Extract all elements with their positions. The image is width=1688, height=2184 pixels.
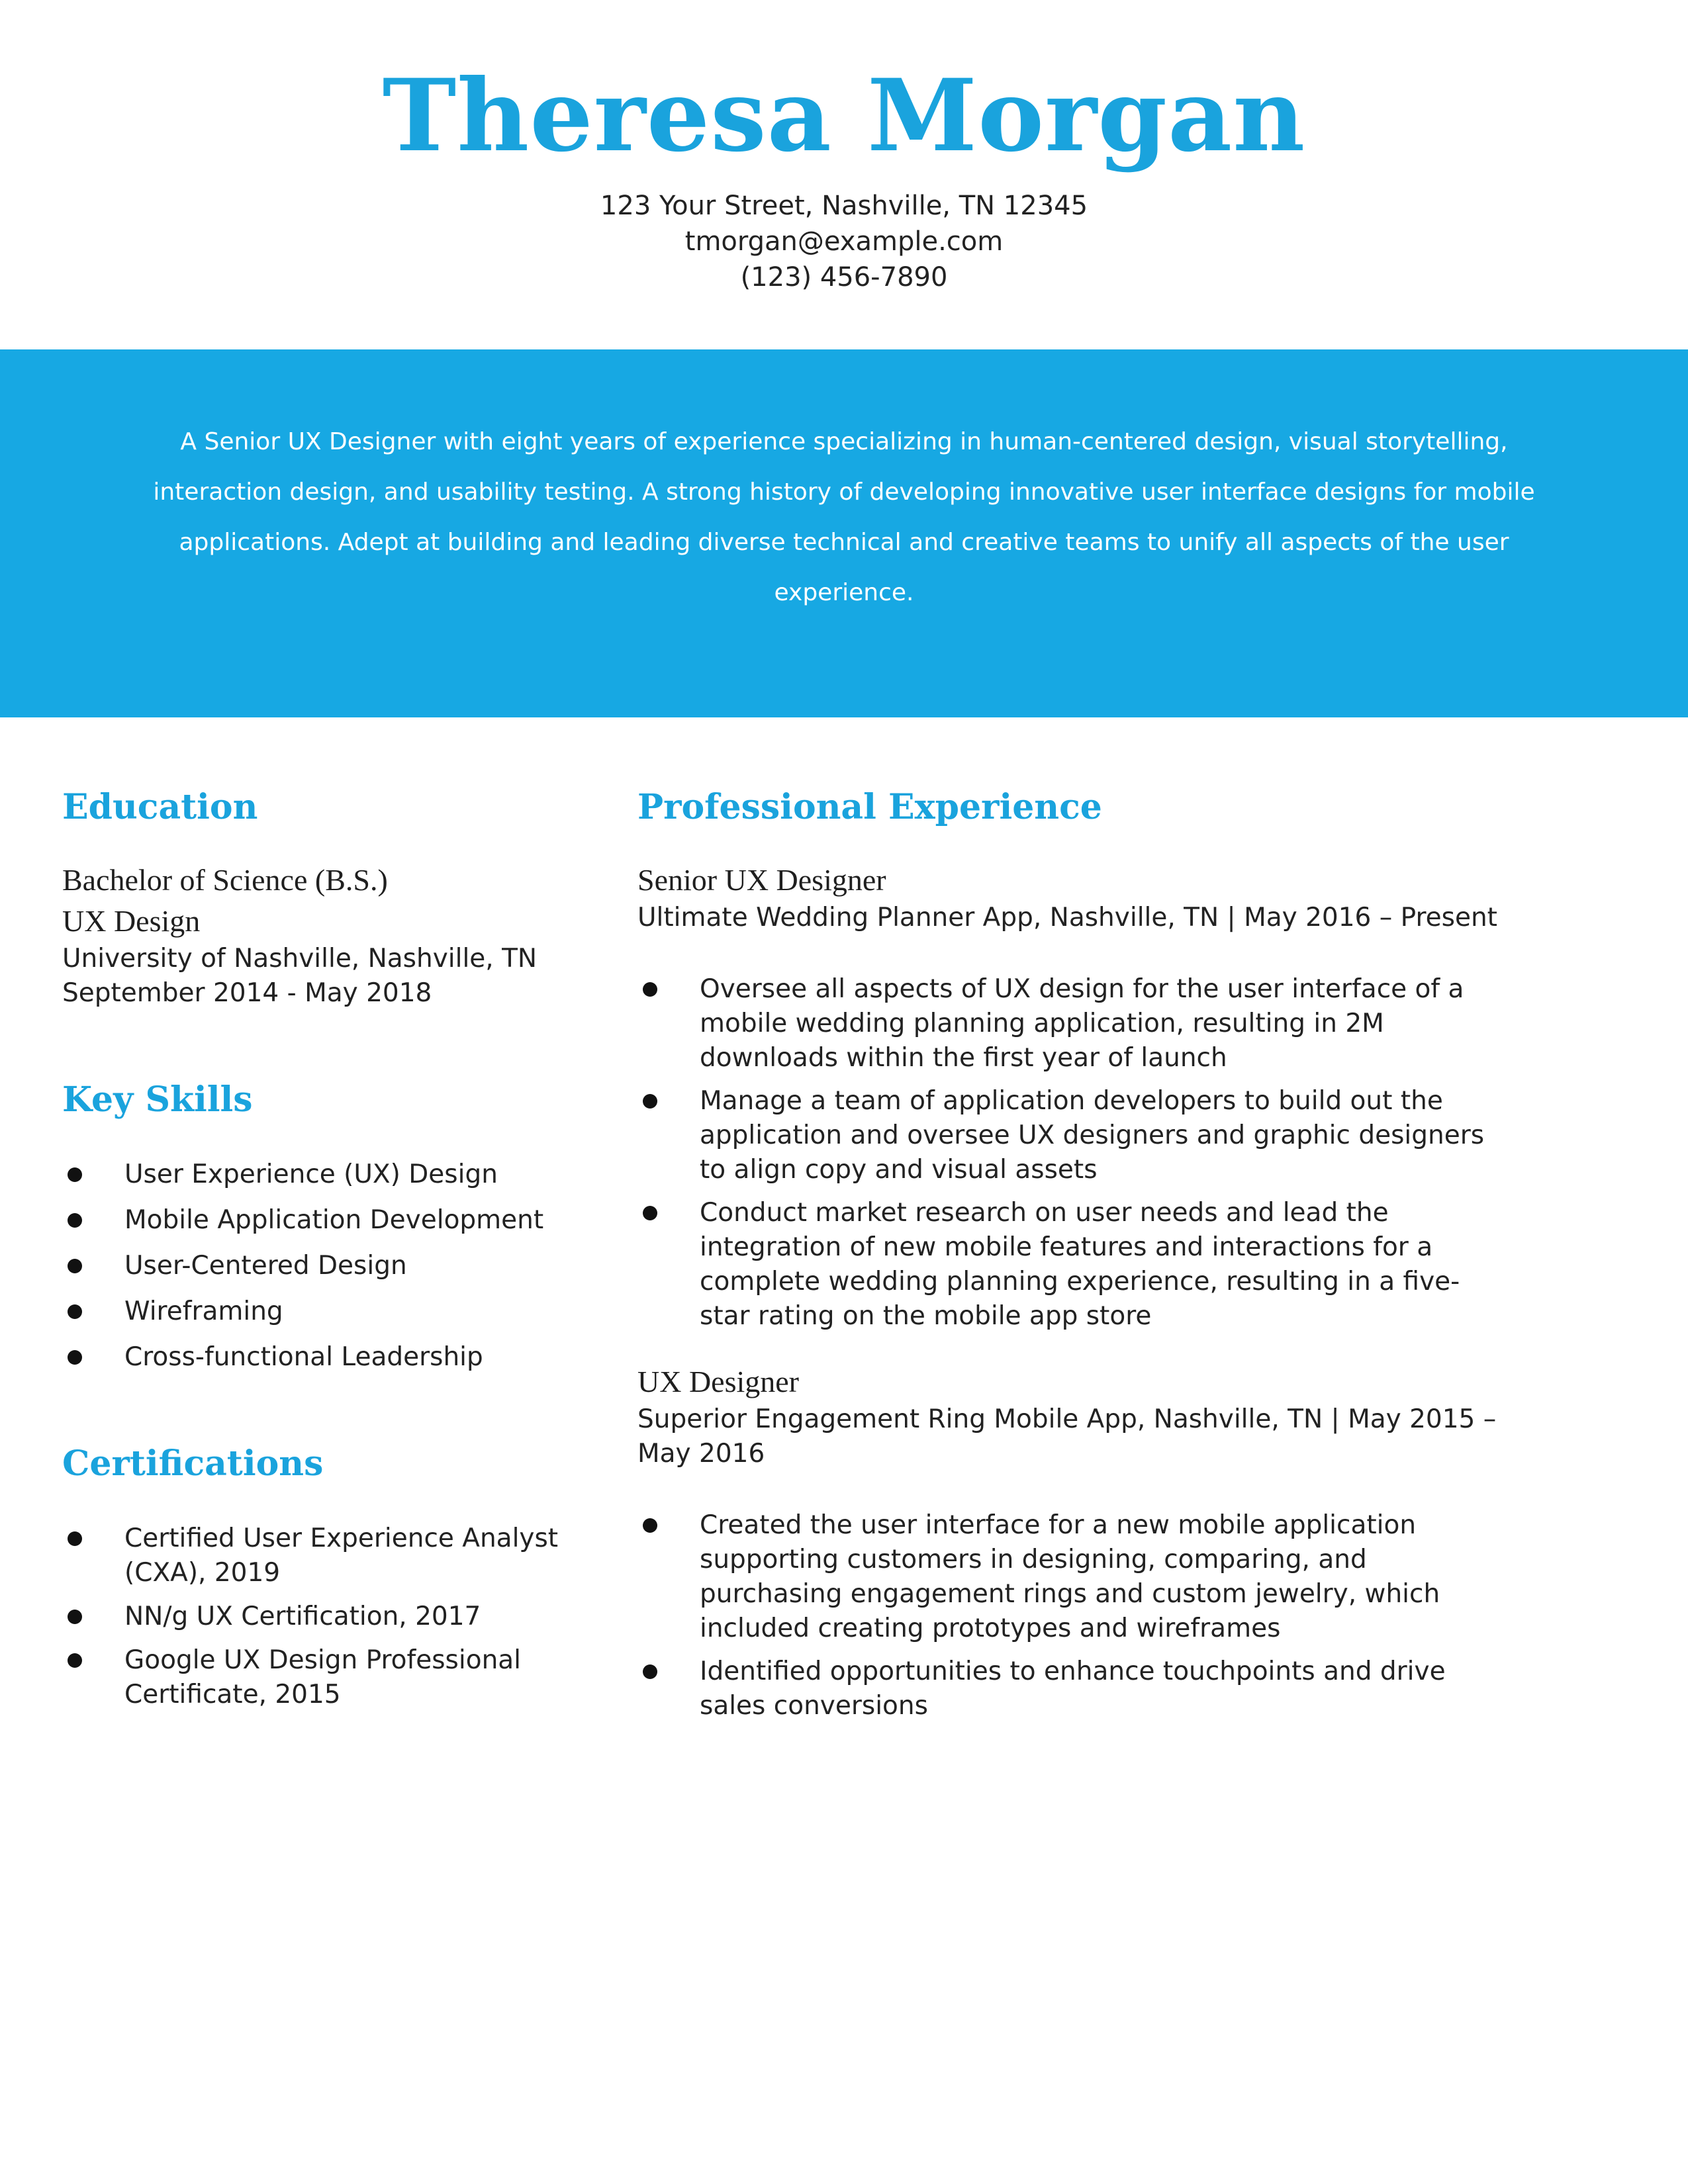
job-entry bbox=[637, 860, 1498, 1334]
list-item: User Experience (UX) Design bbox=[62, 1158, 565, 1192]
job-title: UX Designer bbox=[637, 1365, 799, 1398]
certifications-title: Certifications bbox=[62, 1443, 324, 1484]
certifications-section bbox=[62, 1441, 565, 1712]
bullet-icon bbox=[643, 1206, 657, 1220]
list-item: Google UX Design Professional Certificate, 2015 bbox=[62, 1643, 565, 1712]
bullet-icon bbox=[643, 1518, 657, 1533]
candidate-name: Theresa Morgan bbox=[382, 58, 1306, 174]
list-item: NN/g UX Certification, 2017 bbox=[62, 1600, 565, 1634]
job-bullets bbox=[637, 1508, 1498, 1723]
edu-dates: September 2014 - May 2018 bbox=[62, 978, 432, 1008]
bullet-icon bbox=[68, 1259, 82, 1273]
list-item: Created the user interface for a new mobile application supporting customers in designing, comparing, and purchasing engagement rings and custom jewelry, which included creating prototypes and wireframes bbox=[637, 1508, 1498, 1646]
list-item: User-Centered Design bbox=[62, 1249, 565, 1283]
education-title: Education bbox=[62, 787, 258, 827]
email: tmorgan@example.com bbox=[684, 226, 1004, 257]
list-item: Cross-functional Leadership bbox=[62, 1340, 565, 1375]
list-item: Identified opportunities to enhance touchpoints and drive sales conversions bbox=[637, 1655, 1498, 1723]
bullet-icon bbox=[68, 1213, 82, 1228]
phone: (123) 456-7890 bbox=[740, 262, 948, 293]
job-entry bbox=[637, 1361, 1498, 1723]
edu-major: UX Design bbox=[62, 904, 201, 938]
job-bullets bbox=[637, 972, 1498, 1334]
job-meta: Ultimate Wedding Planner App, Nashville, TN | May 2016 – Present bbox=[637, 903, 1497, 933]
list-item: Certified User Experience Analyst (CXA), 2019 bbox=[62, 1522, 565, 1590]
bullet-icon bbox=[643, 1094, 657, 1109]
address: 123 Your Street, Nashville, TN 12345 bbox=[600, 191, 1088, 221]
bullet-icon bbox=[68, 1167, 82, 1182]
bullet-icon bbox=[643, 1664, 657, 1679]
bullet-icon bbox=[68, 1350, 82, 1365]
bullet-icon bbox=[68, 1531, 82, 1546]
right-column bbox=[637, 784, 1498, 1723]
list-item: Oversee all aspects of UX design for the user interface of a mobile wedding planning application, resulting in 2M downloads within the first year of launch bbox=[637, 972, 1498, 1075]
skills-section bbox=[62, 1077, 565, 1375]
list-item: Wireframing bbox=[62, 1295, 565, 1329]
job-meta: Superior Engagement Ring Mobile App, Nashville, TN | May 2015 – May 2016 bbox=[637, 1404, 1497, 1469]
list-item: Conduct market research on user needs and lead the integration of new mobile features and interactions for a complete wedding planning experience, resulting in a five-star rating on the mobile app store bbox=[637, 1196, 1498, 1334]
bullet-icon bbox=[68, 1610, 82, 1624]
education-section bbox=[62, 784, 565, 1011]
edu-degree: Bachelor of Science (B.S.) bbox=[62, 863, 388, 897]
list-item: Manage a team of application developers to build out the application and oversee UX designers and graphic designers to align copy and visual assets bbox=[637, 1084, 1498, 1187]
summary-text: A Senior UX Designer with eight years of experience specializing in human-centered design, visual storytelling, interaction design, and usability testing. A strong history of developing innovative user interface designs for mobile applications. Adept at building and leading diverse technical and creative teams to unify all aspects of the user experience. bbox=[153, 428, 1535, 606]
certifications-list bbox=[62, 1522, 565, 1712]
bullet-icon bbox=[68, 1653, 82, 1668]
experience-title: Professional Experience bbox=[637, 787, 1102, 827]
contact-info bbox=[0, 188, 1688, 295]
edu-school: University of Nashville, Nashville, TN bbox=[62, 944, 538, 974]
job-title: Senior UX Designer bbox=[637, 863, 886, 897]
bullet-icon bbox=[643, 982, 657, 997]
skills-list bbox=[62, 1158, 565, 1375]
bullet-icon bbox=[68, 1304, 82, 1319]
skills-title: Key Skills bbox=[62, 1079, 253, 1120]
left-column bbox=[62, 784, 565, 1712]
list-item: Mobile Application Development bbox=[62, 1203, 565, 1238]
